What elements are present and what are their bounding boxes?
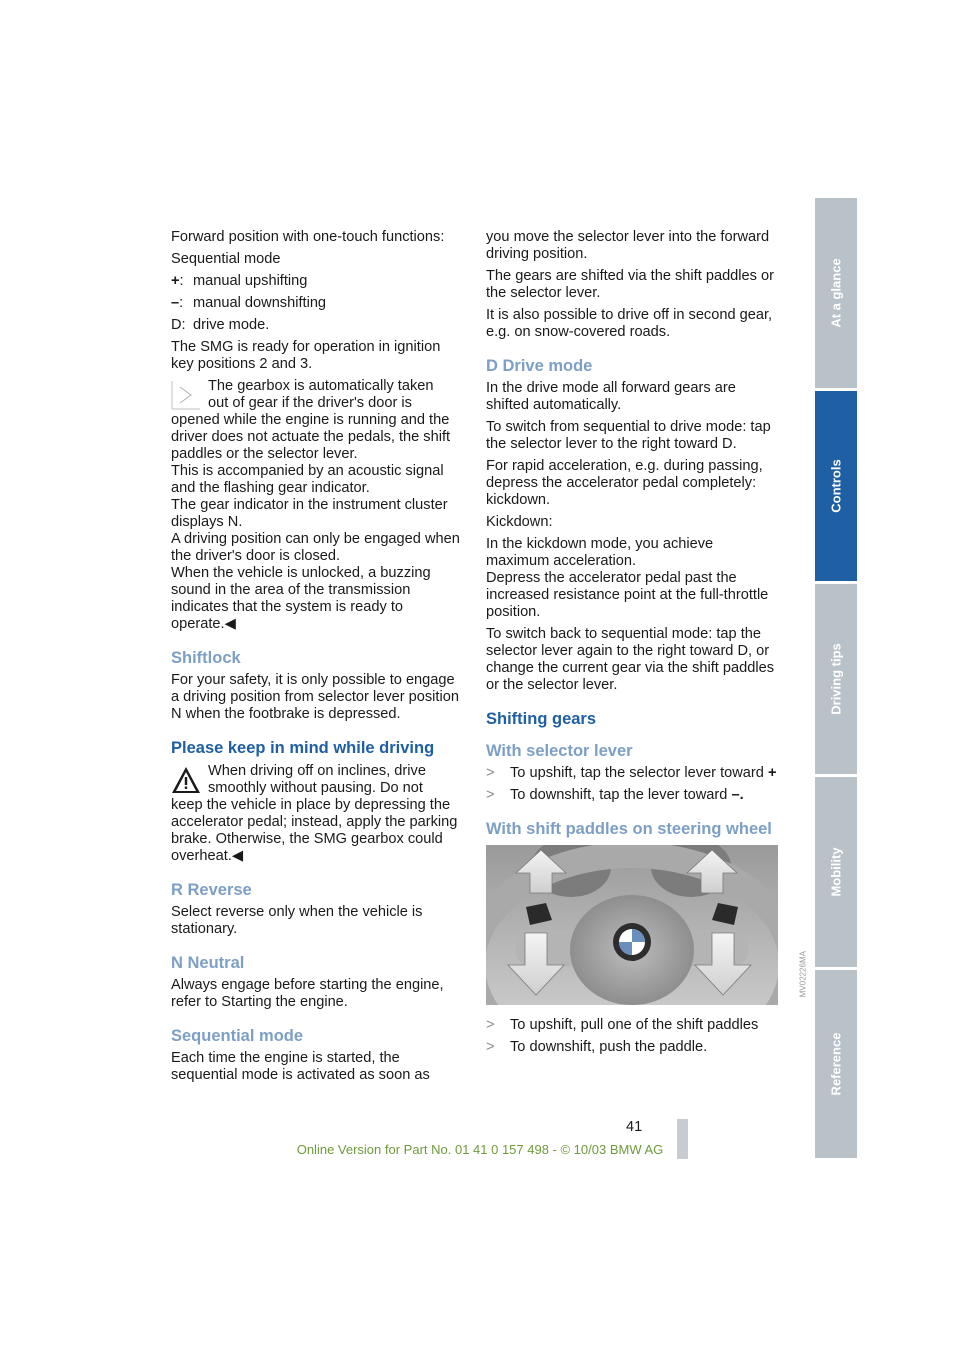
bullet-arrow-icon: >	[486, 1017, 495, 1033]
bullet-arrow-icon: >	[486, 787, 495, 803]
note-block: The gearbox is automatically taken out of gear if the driver's door is opened while the engine is running and the driver does not actuate the pedals, the shift paddles or the selector lever. This is accompanied by an acoustic signal and the flashing gear indicator. The gear indicator in the instrument cluster displays N. A driving position can only be engaged when the driver's door is closed. When the vehicle is unlocked, a buzzing sound in the area of the transmission indicates that the system is ready to operate.◀	[171, 378, 460, 632]
sequential-mode-text: Each time the engine is started, the sequential mode is activated as soon as	[171, 1050, 430, 1083]
def-upshift: +: manual upshifting	[171, 273, 308, 289]
list-item: > To upshift, pull one of the shift paddles	[486, 1017, 759, 1033]
neutral-text: Always engage before starting the engine, refer to Starting the engine.	[171, 977, 444, 1010]
reverse-heading: R Reverse	[171, 881, 252, 899]
kickdown-label: Kickdown:	[486, 514, 553, 530]
intro-text: Forward position with one-touch functions:	[171, 229, 445, 245]
list-item: > To downshift, tap the lever toward –.	[486, 787, 744, 803]
selector-lever-heading: With selector lever	[486, 742, 633, 760]
shiftlock-heading: Shiftlock	[171, 649, 241, 667]
list-item: > To downshift, push the paddle.	[486, 1039, 708, 1055]
bullet-arrow-icon: >	[486, 1039, 495, 1055]
footer-text: Online Version for Part No. 01 41 0 157 498 - © 10/03 BMW AG	[296, 1142, 664, 1157]
continued-text: you move the selector lever into the forward driving position.	[486, 229, 770, 262]
figure-code: MV02226MA	[798, 951, 807, 998]
def-downshift: –: manual downshifting	[171, 295, 327, 311]
keep-in-mind-heading: Please keep in mind while driving	[171, 739, 435, 757]
shifting-gears-heading: Shifting gears	[486, 710, 597, 728]
end-mark: ◀	[224, 616, 236, 632]
drive-mode-text-1: In the drive mode all forward gears are shifted automatically.	[486, 380, 736, 413]
drive-mode-text-3: For rapid acceleration, e.g. during passing, depress the accelerator pedal completely: kickdown.	[486, 458, 763, 508]
shiftlock-text: For your safety, it is only possible to engage a driving position from selector lever position N when the footbrake is depressed.	[171, 672, 459, 722]
drive-mode-heading: D Drive mode	[486, 357, 593, 375]
page-number: 41	[626, 1119, 643, 1135]
sequential-mode-heading: Sequential mode	[171, 1027, 304, 1045]
note-arrow-icon	[171, 380, 201, 410]
def-drive: D: drive mode.	[171, 317, 270, 333]
tab-driving-tips[interactable]: Driving tips	[815, 584, 857, 774]
shift-paddles-heading: With shift paddles on steering wheel	[486, 820, 772, 838]
tab-mobility[interactable]: Mobility	[815, 777, 857, 967]
warning-triangle-icon	[171, 765, 201, 795]
tab-controls[interactable]: Controls	[815, 391, 857, 581]
bullet-arrow-icon: >	[486, 765, 495, 781]
sequential-label: Sequential mode	[171, 251, 281, 267]
steering-wheel-figure	[486, 845, 807, 1005]
smg-ready-text: The SMG is ready for operation in ignition key positions 2 and 3.	[171, 339, 441, 372]
second-gear-text: It is also possible to drive off in second gear, e.g. on snow-covered roads.	[486, 307, 773, 340]
drive-mode-text-2: To switch from sequential to drive mode: tap the selector lever to the right toward D.	[486, 419, 771, 452]
chapter-tabs	[815, 198, 857, 1161]
gears-shifted-text: The gears are shifted via the shift paddles or the selector lever.	[486, 268, 774, 301]
tab-at-a-glance[interactable]: At a glance	[815, 198, 857, 388]
list-item: > To upshift, tap the selector lever toward +	[486, 765, 777, 781]
right-column	[486, 229, 807, 1061]
kickdown-text: In the kickdown mode, you achieve maximum acceleration. Depress the accelerator pedal past the increased resistance point at the full-throttle position.	[486, 536, 769, 620]
warning-block: When driving off on inclines, drive smoothly without pausing. Do not keep the vehicle in place by depressing the accelerator pedal; instead, apply the parking brake. Otherwise, the SMG gearbox could overheat.◀	[171, 763, 458, 864]
neutral-heading: N Neutral	[171, 954, 245, 972]
steering-wheel-illustration	[486, 845, 778, 1005]
reverse-text: Select reverse only when the vehicle is stationary.	[171, 904, 423, 937]
end-mark: ◀	[231, 848, 244, 864]
tab-reference[interactable]: Reference	[815, 970, 857, 1158]
switch-back-text: To switch back to sequential mode: tap the selector lever again to the right toward D, or change the current gear via the shift paddles or the selector lever.	[486, 626, 775, 693]
left-column	[171, 229, 463, 1089]
